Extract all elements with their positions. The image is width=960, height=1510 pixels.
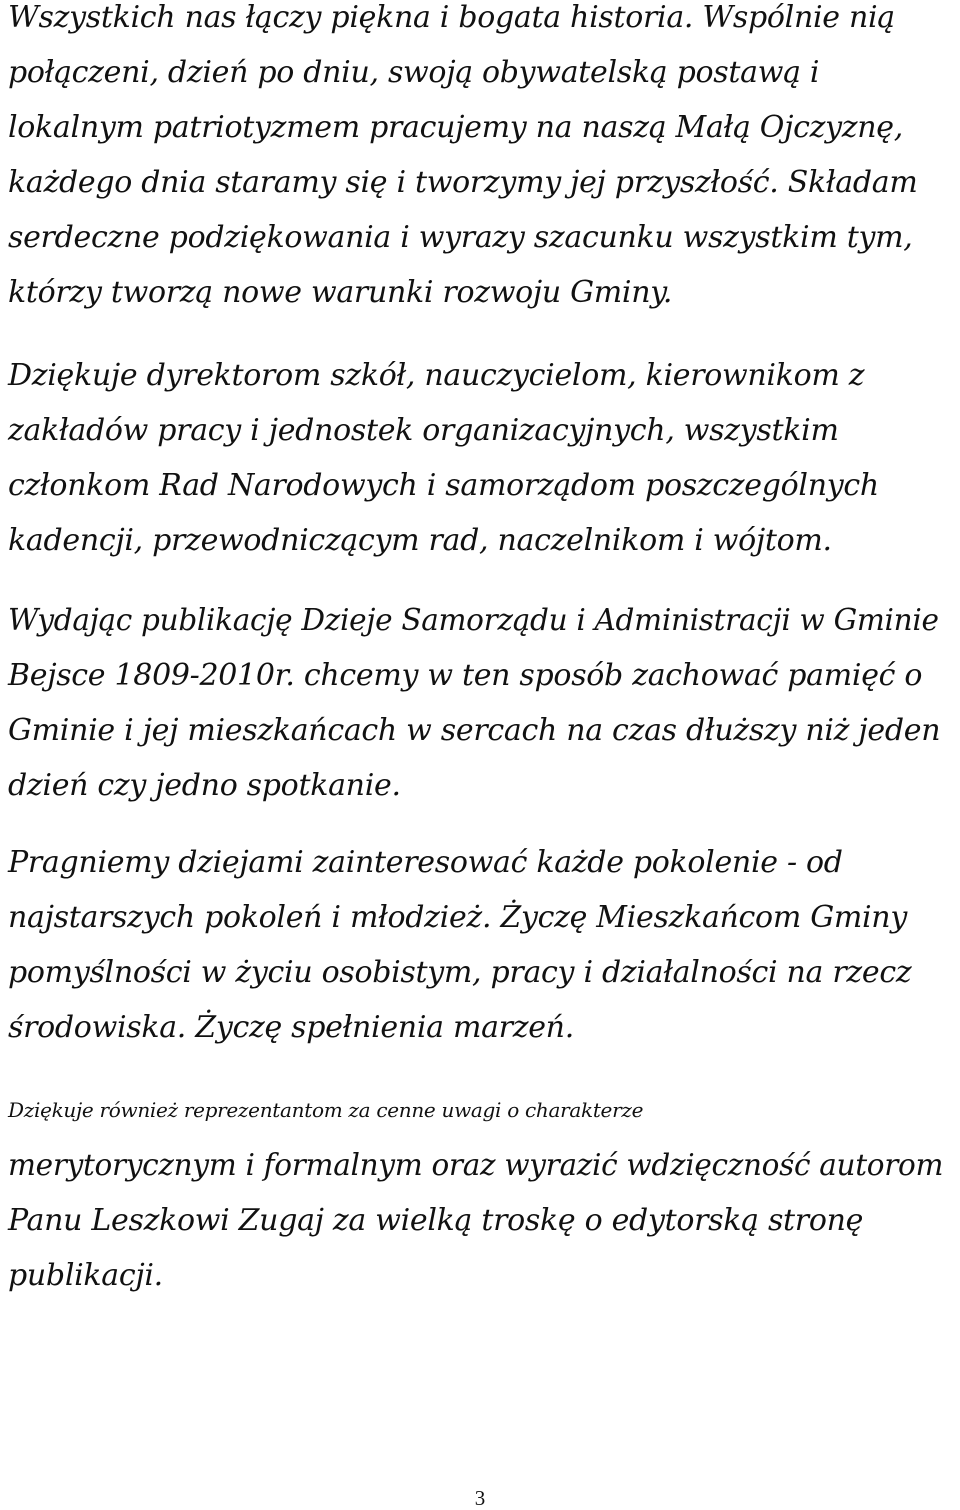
paragraph-thanks-directors [8,348,879,568]
text-line: Wszystkich nas łączy piękna i bogata historia. Wspólnie nią [8,0,895,35]
text-line: Panu Leszkowi Zugaj za wielką troskę o edytorską stronę [8,1203,864,1238]
text-line: którzy tworzą nowe warunki rozwoju Gminy. [8,275,673,310]
paragraph-thanks-authors [8,1083,943,1303]
text-line: merytorycznym i formalnym oraz wyrazić wdzięczność autorom [8,1148,944,1182]
text-line: Dziękuje również reprezentantom za cenne uwagi o charakterze [8,1098,644,1122]
paragraph-history [8,0,918,320]
text-line: kadencji, przewodniczącym rad, naczelnikom i wójtom. [8,523,832,558]
text-line: Pragniemy dziejami zainteresować każde pokolenie - od [8,845,843,880]
text-line: środowiska. Życzę spełnienia marzeń. [8,1010,574,1045]
text-line: publikacji. [8,1258,163,1293]
text-line: Gminie i jej mieszkańcach w sercach na czas dłuższy niż jeden [8,713,941,748]
text-line: Bejsce 1809-2010r. chcemy w ten sposób zachować pamięć o [8,658,923,693]
text-line: każdego dnia staramy się i tworzymy jej przyszłość. Składam [8,165,918,200]
text-line: najstarszych pokoleń i młodzież. Życzę Mieszkańcom Gminy [8,900,907,935]
text-line: połączeni, dzień po dniu, swoją obywatelską postawą i [8,55,820,90]
text-line: Dziękuje dyrektorom szkół, nauczycielom, kierownikom z [8,358,865,393]
text-line: lokalnym patriotyzmem pracujemy na naszą Małą Ojczyznę, [8,110,903,145]
text-line: dzień czy jedno spotkanie. [8,768,401,803]
paragraph-wishes [8,835,911,1055]
text-line: zakładów pracy i jednostek organizacyjnych, wszystkim [8,413,839,448]
text-line: członkom Rad Narodowych i samorządom poszczególnych [8,468,879,503]
paragraph-publication [8,593,940,813]
text-line: serdeczne podziękowania i wyrazy szacunku wszystkim tym, [8,220,913,255]
text-line: Wydając publikację Dzieje Samorządu i Administracji w Gminie [8,603,939,637]
text-line: pomyślności w życiu osobistym, pracy i działalności na rzecz [8,955,912,990]
page-number: 3 [474,1486,486,1510]
